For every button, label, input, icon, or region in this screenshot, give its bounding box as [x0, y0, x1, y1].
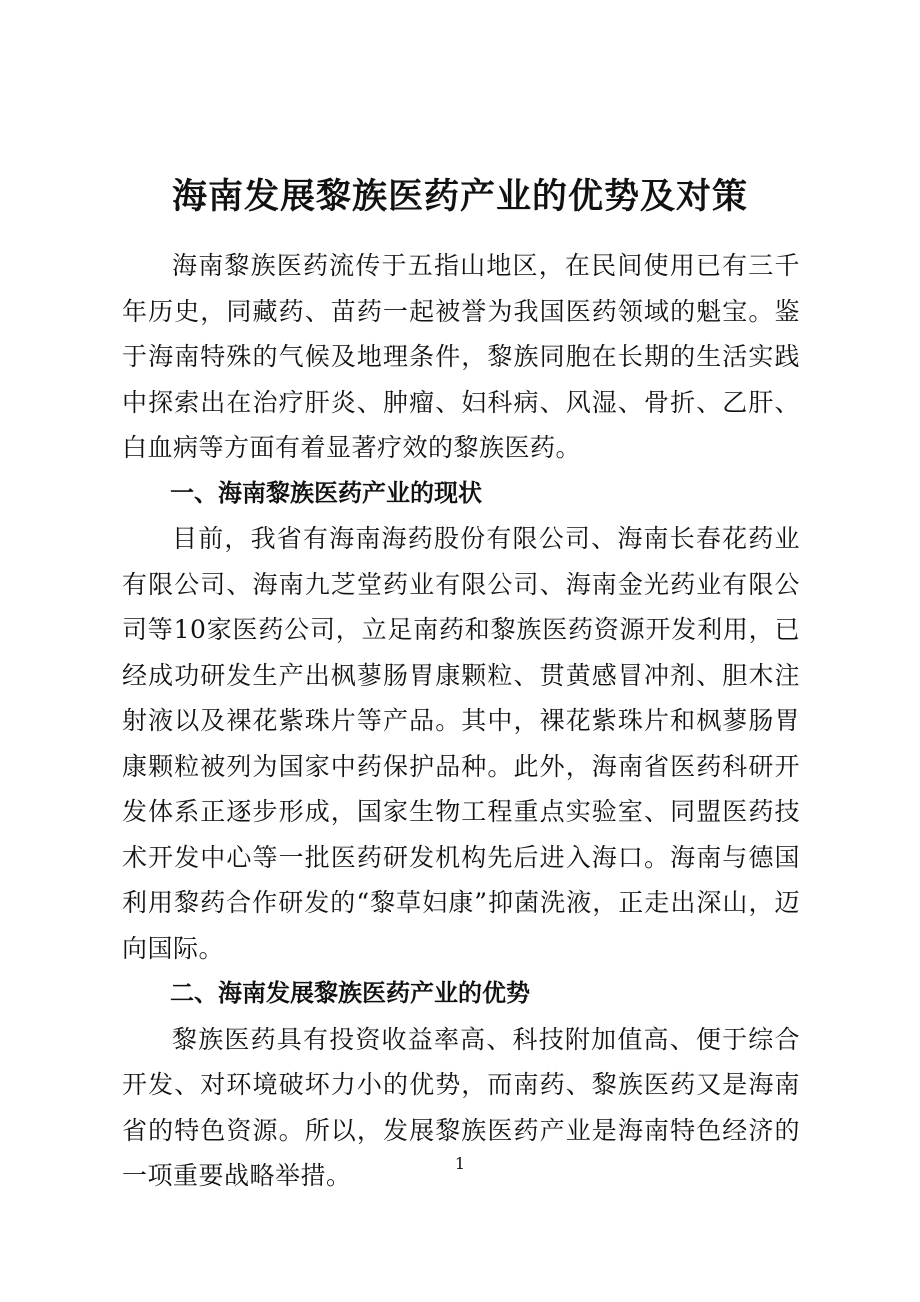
page-number: 1 — [454, 1154, 466, 1173]
section-heading-advantages: 二、海南发展黎族医药产业的优势 — [170, 979, 530, 1007]
document-title: 海南发展黎族医药产业的优势及对策 — [171, 177, 748, 218]
document-body — [122, 243, 800, 1199]
status-paragraph: 目前，我省有海南海药股份有限公司、海南长春花药业有限公司、海南九芝堂药业有限公司、海南金光药业有限公司等10家医药公司，立足南药和黎族医药资源开发利用，已经成功研发生产出枫蓼肠胃康颗粒、贯黄感冒冲剂、胆木注射液以及裸花紫珠片等产品。其中，裸花紫珠片和枫蓼肠胃康颗粒被列为国家中药保护品种。此外，海南省医药科研开发体系正逐步形成，国家生物工程重点实验室、同盟医药技术开发中心等一批医药研发机构先后进入海口。海南与德国利用黎药合作研发的“黎草妇康”抑菌洗液，正走出深山，迈向国际。 — [122, 524, 800, 963]
section-heading-status: 一、海南黎族医药产业的现状 — [170, 478, 482, 507]
intro-paragraph: 海南黎族医药流传于五指山地区，在民间使用已有三千年历史，同藏药、苗药一起被誉为我国医药领域的魁宝。鉴于海南特殊的气候及地理条件，黎族同胞在长期的生活实践中探索出在治疗肝炎、肿瘤、妇科病、风湿、骨折、乙肝、白血病等方面有着显著疗效的黎族医药。 — [122, 251, 800, 462]
advantages-paragraph: 黎族医药具有投资收益率高、科技附加值高、便于综合开发、对环境破坏力小的优势，而南药、黎族医药又是海南省的特色资源。所以，发展黎族医药产业是海南特色经济的一项重要战略举措。 — [122, 1024, 800, 1190]
